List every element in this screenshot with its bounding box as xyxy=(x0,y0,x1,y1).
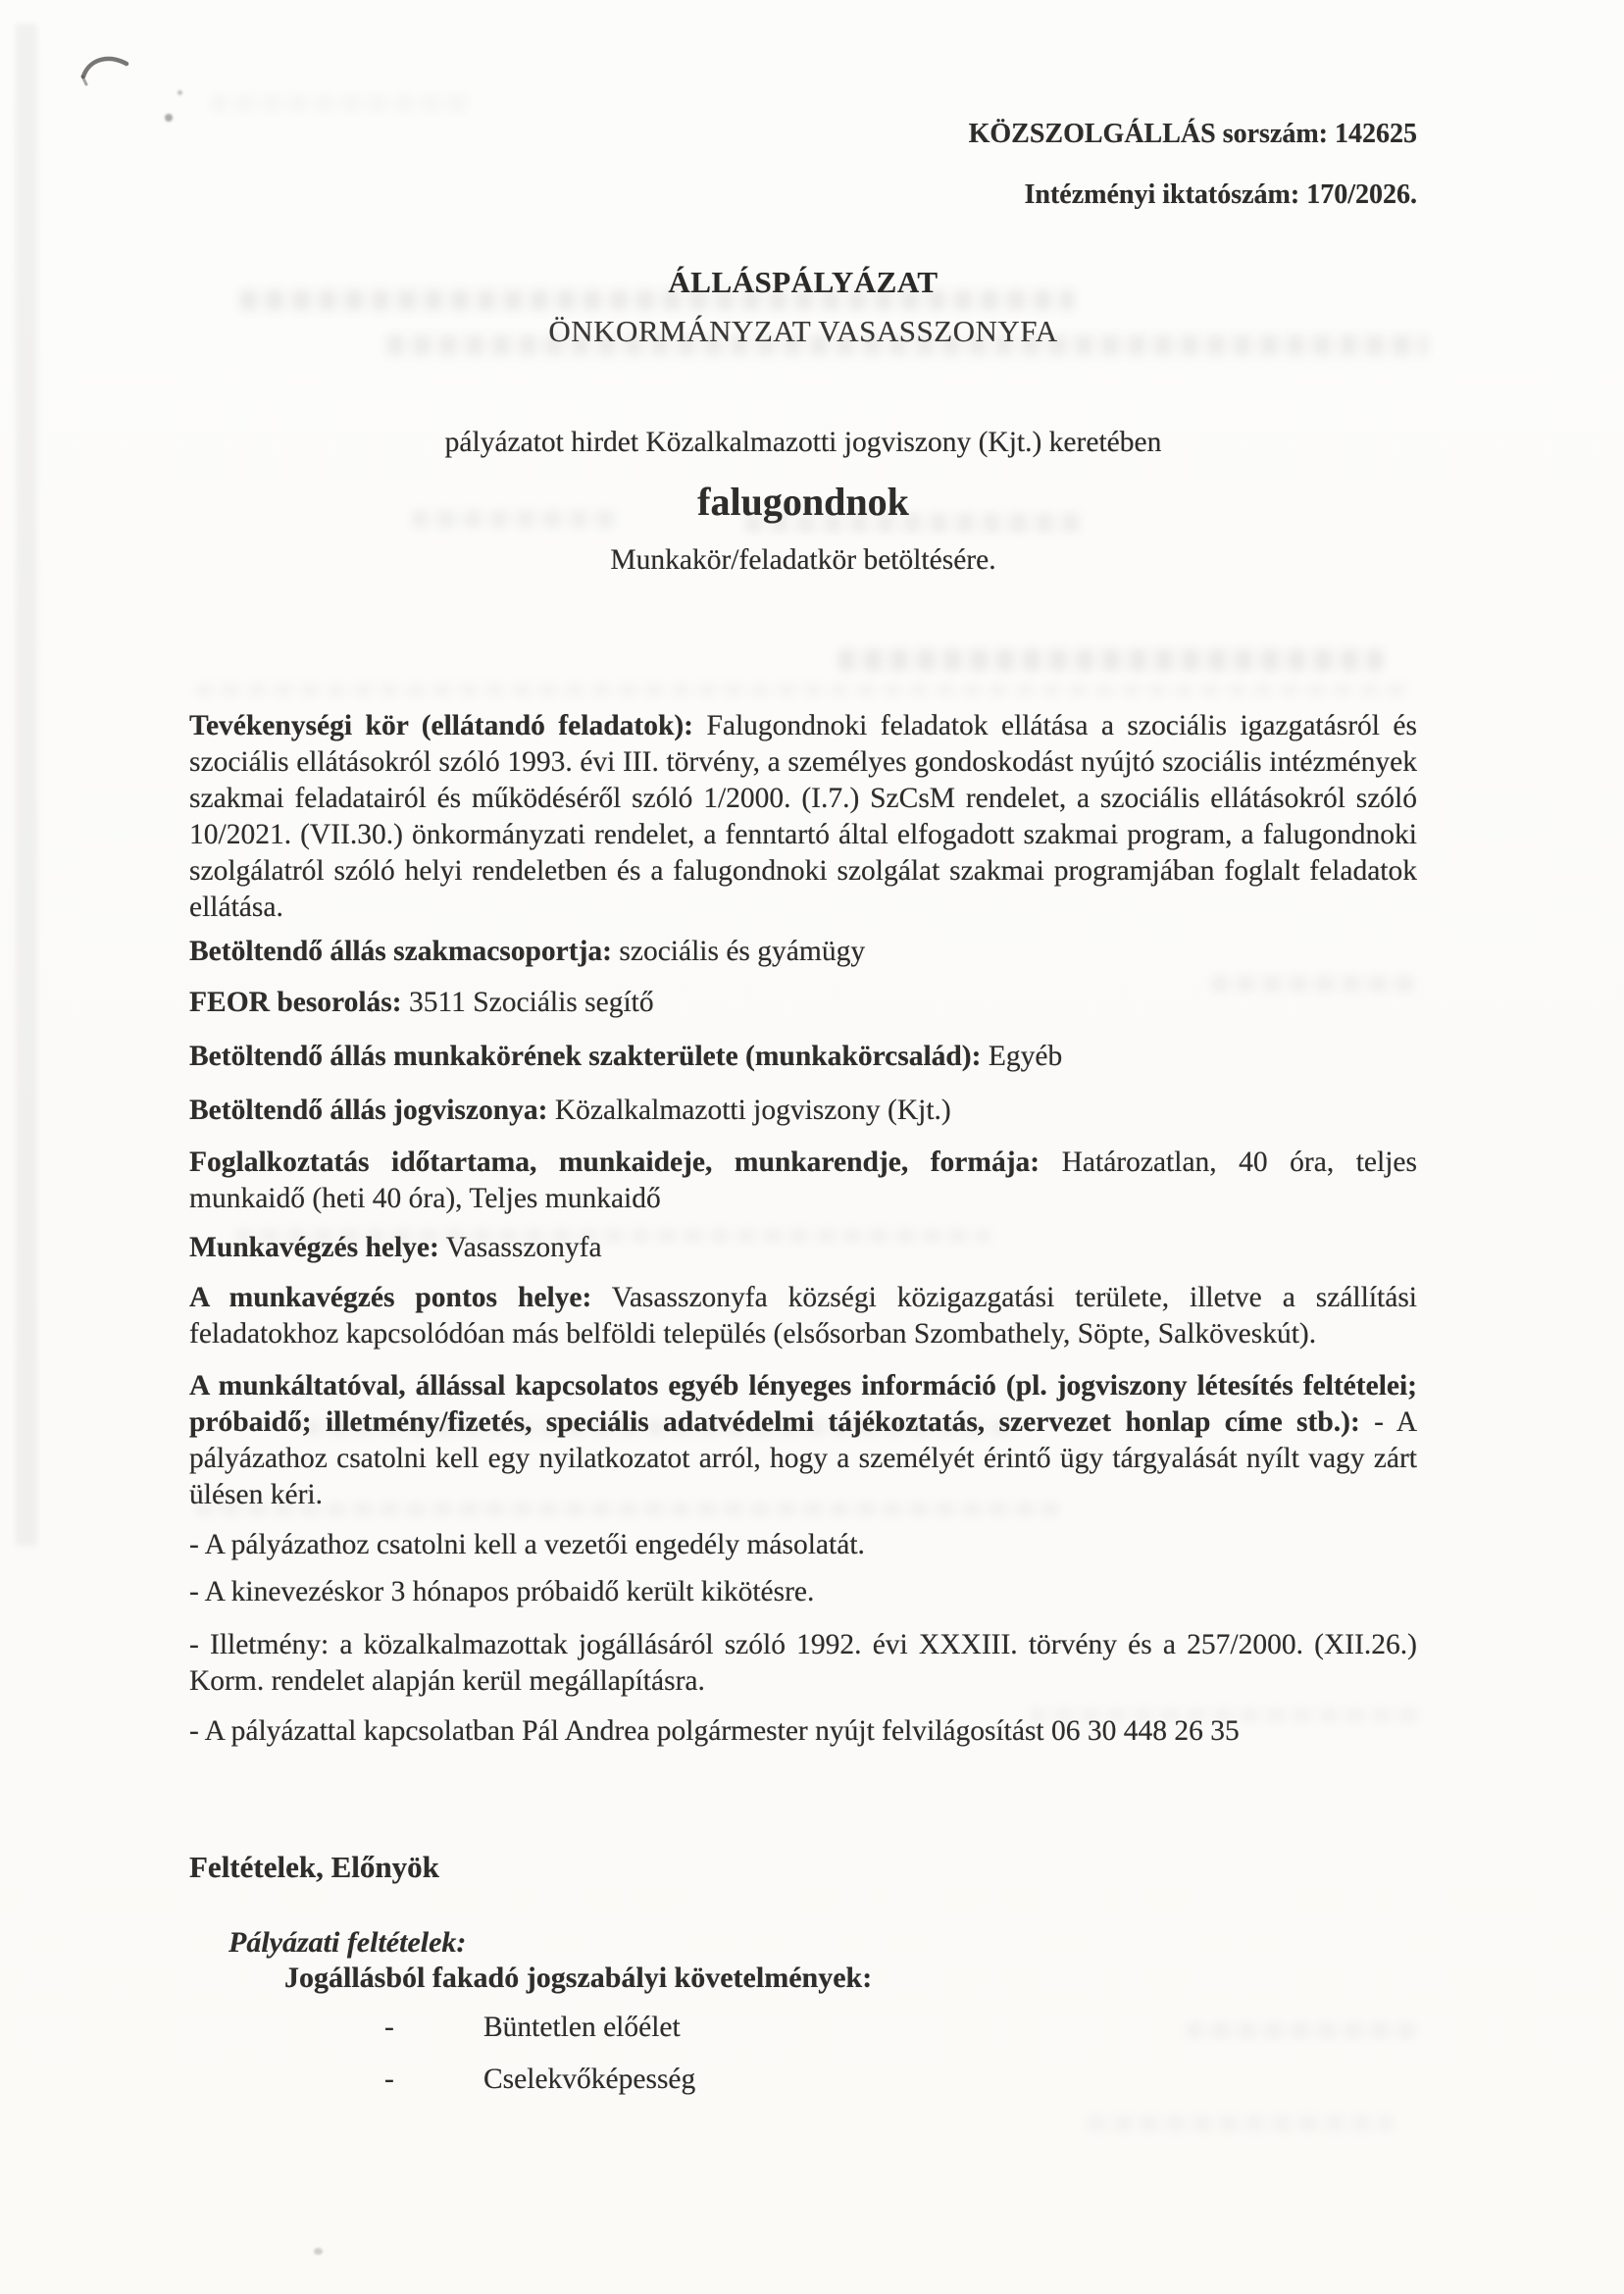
field-label: A munkáltatóval, állással kapcsolatos egyéb lényeges információ (pl. jogviszony létesítés feltételei; próbaidő; illetmény/fizetés, speciális adatvédelmi tájékoztatás, szervezet honlap címe stb.): xyxy=(189,1370,1417,1438)
activity-scope-label: Tevékenységi kör (ellátandó feladatok): xyxy=(189,710,693,741)
document-title: ÁLLÁSPÁLYÁZAT xyxy=(668,265,939,299)
field-employment-terms xyxy=(189,1145,1417,1217)
field-feor-code xyxy=(189,985,1417,1021)
field-exact-work-location xyxy=(189,1280,1417,1352)
field-other-employer-info xyxy=(189,1368,1417,1513)
bleed-through-smudge xyxy=(196,684,1412,696)
field-label: FEOR besorolás: xyxy=(189,987,402,1018)
condition-item-clean-record xyxy=(384,2010,1071,2046)
bleed-through-smudge xyxy=(1187,2023,1417,2038)
field-profession-group xyxy=(189,934,1417,970)
scan-edge-shadow xyxy=(16,24,37,1546)
field-value: Vasasszonyfa községi közigazgatási területe, illetve a szállítási feladatokhoz kapcsolódóan más belföldi település (elsősorban Szombathely, Söpte, Salköveskút). xyxy=(189,1282,1417,1350)
note-driving-licence-copy: - A pályázathoz csatolni kell a vezetői engedély másolatát. xyxy=(189,1529,865,1560)
field-label: Munkavégzés helye: xyxy=(189,1232,439,1263)
institution-registry-number: Intézményi iktatószám: 170/2026. xyxy=(1024,179,1417,210)
conditions-section-heading: Feltételek, Előnyök xyxy=(189,1850,439,1884)
bleed-through-smudge xyxy=(838,649,1383,671)
ink-speck xyxy=(314,2248,323,2255)
legal-requirements-group-label: Jogállásból fakadó jogszabályi követelmények: xyxy=(284,1962,873,1994)
position-subtitle: Munkakör/feladatkör betöltésére. xyxy=(610,544,996,576)
field-legal-relationship xyxy=(189,1093,1417,1129)
pen-scribble-mark xyxy=(76,49,139,92)
field-value: Vasasszonyfa xyxy=(438,1232,602,1263)
bleed-through-smudge xyxy=(1089,2116,1393,2131)
field-job-specialty xyxy=(189,1039,1417,1075)
field-label: Betöltendő állás munkakörének szakterülete (munkakörcsalád): xyxy=(189,1041,982,1072)
condition-item-legal-capacity xyxy=(384,2062,1071,2098)
ink-speck xyxy=(165,114,173,122)
organization-name: ÖNKORMÁNYZAT VASASSZONYFA xyxy=(548,314,1058,348)
field-value: Közalkalmazotti jogviszony (Kjt.) xyxy=(547,1095,951,1126)
ink-speck xyxy=(178,90,182,95)
field-value: 3511 Szociális segítő xyxy=(401,987,654,1018)
note-probation-period: - A kinevezéskor 3 hónapos próbaidő került kikötésre. xyxy=(189,1576,815,1607)
field-label: Betöltendő állás jogviszonya: xyxy=(189,1095,548,1126)
condition-text: Büntetlen előélet xyxy=(483,2012,681,2043)
activity-scope-paragraph xyxy=(189,708,1417,926)
field-value: Egyéb xyxy=(981,1041,1063,1072)
note-salary-regulation: - Illetmény: a közalkalmazottak jogállásáról szóló 1992. évi XXXIII. törvény és a 257/2000. (XII.26.) Korm. rendelet alapján kerül megállapításra. xyxy=(189,1629,1417,1697)
public-service-serial-number: KÖZSZOLGÁLLÁS sorszám: 142625 xyxy=(968,119,1417,149)
position-name: falugondnok xyxy=(697,480,909,524)
activity-scope-text: Falugondnoki feladatok ellátása a szociális igazgatásról és szociális ellátásokról szóló 1993. évi III. törvény, a személyes gondoskodást nyújtó szociális intézmények szakmai feladatairól és működéséről szóló 1/2000. (I.7.) SzCsM rendelet, a szociális ellátásokról szóló 10/2021. (VII.30.) önkormányzati rendelet, a fenntartó által elfogadott szakmai program, a falugondnoki szolgálatról szóló helyi rendeletben és a falugondnoki szolgálat szakmai programjában foglalt feladatok ellátása. xyxy=(189,710,1417,923)
application-conditions-subheading: Pályázati feltételek: xyxy=(228,1926,467,1959)
list-dash-marker: - xyxy=(384,2064,394,2095)
announcement-intro: pályázatot hirdet Közalkalmazotti jogviszony (Kjt.) keretében xyxy=(444,427,1162,458)
field-value: szociális és gyámügy xyxy=(612,936,866,967)
field-label: Foglalkoztatás időtartama, munkaideje, munkarendje, formája: xyxy=(189,1147,1040,1178)
list-dash-marker: - xyxy=(384,2012,394,2043)
bleed-through-smudge xyxy=(211,95,471,111)
field-label: Betöltendő állás szakmacsoportja: xyxy=(189,936,612,967)
field-label: A munkavégzés pontos helye: xyxy=(189,1282,592,1313)
field-work-location xyxy=(189,1230,1417,1266)
field-value: - A pályázathoz csatolni kell egy nyilatkozatot arról, hogy a személyét érintő ügy tárgyalását nyílt vagy zárt ülésen kéri. xyxy=(189,1406,1417,1510)
field-value: Határozatlan, 40 óra, teljes munkaidő (heti 40 óra), Teljes munkaidő xyxy=(189,1147,1417,1214)
condition-text: Cselekvőképesség xyxy=(483,2064,696,2095)
note-contact-person: - A pályázattal kapcsolatban Pál Andrea polgármester nyújt felvilágosítást 06 30 448 26 35 xyxy=(189,1715,1240,1747)
